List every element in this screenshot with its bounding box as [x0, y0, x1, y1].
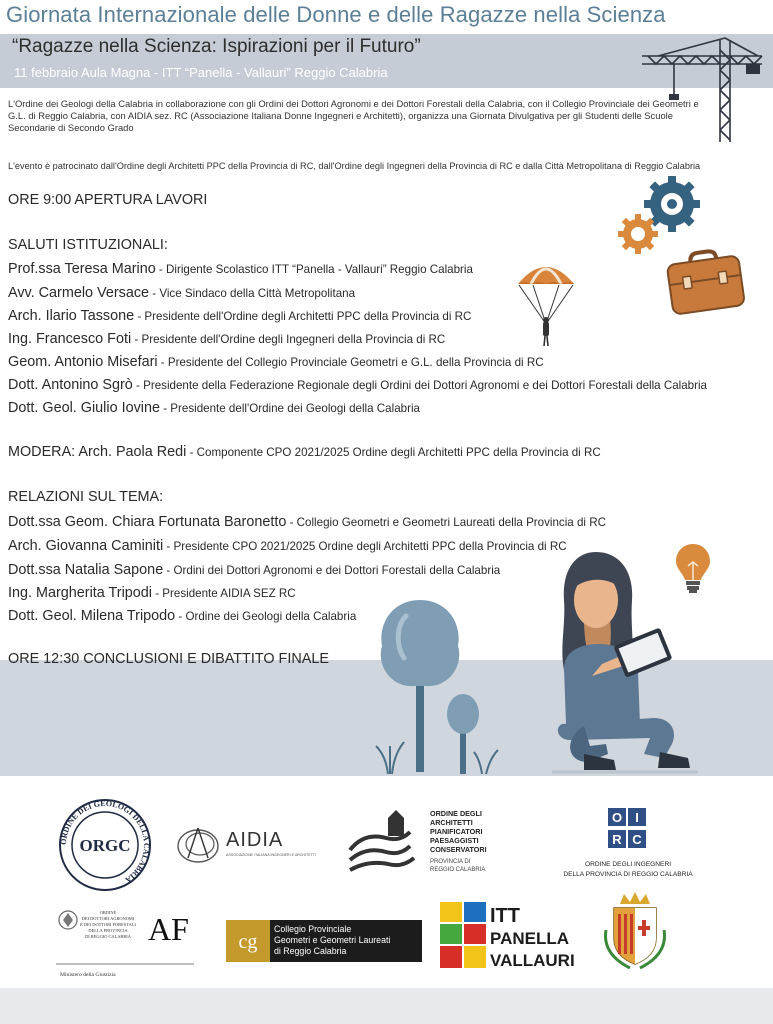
oirc-letter: O	[611, 810, 623, 825]
architetti-line: CONSERVATORI	[430, 845, 487, 854]
speaker-name: Ing. Margherita Tripodi	[8, 585, 152, 601]
greeting-row	[8, 353, 544, 371]
agronomi-line: DELLA PROVINCIA	[88, 928, 128, 933]
agronomi-line: DEI DOTTORI AGRONOMI	[81, 916, 135, 921]
opening-time: ORE 9:00 APERTURA LAVORI	[8, 192, 208, 208]
parachute-icon	[516, 258, 576, 350]
collegio-line: di Reggio Calabria	[274, 946, 347, 956]
event-date-place: 11 febbraio Aula Magna - ITT “Panella - Vallauri” Reggio Calabria	[14, 65, 388, 80]
greeting-row	[8, 330, 445, 348]
oirc-letter: I	[635, 810, 639, 825]
architetti-sub-line: PROVINCIA DI	[430, 859, 471, 865]
speaker-role: - Dirigente Scolastico ITT “Panella - Vallauri” Reggio Calabria	[155, 263, 473, 276]
architetti-sub-line: REGGIO CALABRIA	[430, 867, 486, 873]
aidia-small-text: ASSOCIAZIONE ITALIANA INGEGNERI E ARCHITETTI	[226, 853, 316, 857]
greeting-row	[8, 307, 471, 325]
closing-time: ORE 12:30 CONCLUSIONI E DIBATTITO FINALE	[8, 651, 329, 667]
talks-heading: RELAZIONI SUL TEMA:	[8, 489, 164, 505]
oirc-logo	[548, 806, 716, 884]
speaker-role: - Presidente dell'Ordine dei Geologi della Calabria	[159, 402, 420, 415]
speaker-name: Dott. Geol. Giulio Iovine	[8, 400, 160, 416]
event-subtitle: “Ragazze nella Scienza: Ispirazioni per il Futuro”	[12, 36, 421, 57]
speaker-name: Arch. Giovanna Caminiti	[8, 538, 164, 554]
talk-row	[8, 513, 606, 531]
moderator-name: MODERA: Arch. Paola Redi	[8, 444, 187, 460]
speaker-role: - Ordini dei Dottori Agronomi e dei Dottori Forestali della Calabria	[163, 564, 501, 577]
itt-line: VALLAURI	[490, 951, 575, 970]
svg-text:ORDINE DEGLI ARCHITETTI	[430, 809, 487, 854]
oirc-letter: C	[632, 832, 642, 847]
architetti-line: PAESAGGISTI	[430, 836, 479, 845]
speaker-name: Dott.ssa Geom. Chiara Fortunata Baronetto	[8, 514, 287, 530]
speaker-name: Arch. Ilario Tassone	[8, 308, 135, 324]
agronomi-line: E DEI DOTTORI FORESTALI	[80, 922, 136, 927]
speaker-name: Geom. Antonio Misefari	[8, 354, 158, 370]
geologi-letters: ORGC	[79, 836, 131, 855]
agronomi-logo	[54, 906, 204, 980]
speaker-name: Prof.ssa Teresa Marino	[8, 261, 156, 277]
speaker-role: - Presidente AIDIA SEZ RC	[151, 587, 296, 600]
speaker-role: - Ordine dei Geologi della Calabria	[175, 610, 357, 623]
speaker-role: - Presidente della Federazione Regionale degli Ordini dei Dottori Agronomi e dei Dottori Forestali della Calabria	[132, 379, 708, 392]
speaker-role: - Presidente dell'Ordine degli Ingegneri della Provincia di RC	[131, 333, 446, 346]
footer-band	[0, 988, 773, 1024]
speaker-name: Dott. Antonino Sgrò	[8, 377, 133, 393]
geologi-ring-text: ORDINE DEI GEOLOGI DELLA CALABRIA	[58, 798, 152, 885]
collegio-line: Geometri e Geometri Laureati	[274, 935, 391, 945]
tree-icon	[370, 596, 520, 776]
agronomi-line: ORDINE	[99, 910, 117, 915]
coat-of-arms-icon	[600, 890, 670, 970]
speaker-role: - Presidente CPO 2021/2025 Ordine degli Architetti PPC della Provincia di RC	[163, 540, 567, 553]
aidia-wordmark: AIDIA	[226, 829, 284, 851]
itt-line: PANELLA	[490, 929, 570, 948]
moderator-row	[8, 443, 601, 461]
talk-row	[8, 584, 296, 602]
greetings-heading: SALUTI ISTITUZIONALI:	[8, 237, 168, 253]
oirc-caption: ORDINE DEGLI INGEGNERI	[584, 861, 672, 868]
moderator-role: - Componente CPO 2021/2025 Ordine degli Architetti PPC della Provincia di RC	[186, 446, 601, 459]
geologi-logo	[58, 798, 152, 892]
intro-text: L'Ordine dei Geologi della Calabria in collaborazione con gli Ordini dei Dottori Agronomi e dei Dottori Forestali della Calabria, con il Collegio Provinciale dei Geometri e G.L. di Reggio Calabria, con AIDIA sez. RC (Associazione Italiana Donne Ingegneri e Architetti), organizza una Giornata Divulgativa per gli Studenti delle Scuole Secondarie di Secondo Grado	[8, 98, 699, 134]
talk-row	[8, 537, 567, 555]
speaker-name: Avv. Carmelo Versace	[8, 285, 150, 301]
oirc-caption: DELLA PROVINCIA DI REGGIO CALABRIA	[563, 871, 693, 878]
greeting-row	[8, 260, 473, 278]
architetti-line: PIANIFICATORI	[430, 827, 483, 836]
speaker-name: Dott. Geol. Milena Tripodo	[8, 608, 176, 624]
greeting-row	[8, 376, 707, 394]
itt-line: ITT	[490, 905, 520, 927]
collegio-geometri-logo	[226, 918, 422, 964]
talk-row	[8, 607, 356, 625]
agronomi-line: DI REGGIO CALABRIA	[85, 934, 131, 939]
greeting-row	[8, 399, 420, 417]
svg-text:PROVINCIA DI REGGIO CALA	[430, 859, 485, 873]
page-title: Giornata Internazionale delle Donne e delle Ragazze nella Scienza	[6, 2, 666, 27]
architetti-line: ORDINE DEGLI	[430, 809, 482, 818]
speaker-name: Dott.ssa Natalia Sapone	[8, 562, 164, 578]
agronomi-mark: AF	[148, 911, 189, 947]
greeting-row	[8, 284, 355, 302]
patronage-text: L'evento è patrocinato dall'Ordine degli Architetti PPC della Provincia di RC, dall'Ordine degli Ingegneri della Provincia di RC e dalla Città Metropolitana di Reggio Calabria	[8, 161, 701, 171]
speaker-role: - Vice Sindaco della Città Metropolitana	[149, 287, 356, 300]
briefcase-icon	[664, 246, 748, 318]
collegio-line: Collegio Provinciale	[274, 924, 352, 934]
speaker-role: - Presidente del Collegio Provinciale Geometri e G.L. della Provincia di RC	[157, 356, 544, 369]
speaker-role: - Presidente dell'Ordine degli Architetti PPC della Provincia di RC	[134, 310, 472, 323]
architetti-line: ARCHITETTI	[430, 818, 473, 827]
oirc-letter: R	[612, 832, 622, 847]
speaker-name: Ing. Francesco Foti	[8, 331, 132, 347]
svg-text:cg: cg	[238, 931, 258, 953]
aidia-logo	[174, 818, 316, 870]
agronomi-ministry: Ministero della Giustizia	[60, 972, 116, 978]
talk-row	[8, 561, 500, 579]
architetti-logo	[344, 806, 514, 884]
speaker-role: - Collegio Geometri e Geometri Laureati della Provincia di RC	[286, 516, 606, 529]
itt-panella-vallauri-logo	[440, 902, 575, 970]
reading-woman-illustration	[544, 548, 704, 780]
